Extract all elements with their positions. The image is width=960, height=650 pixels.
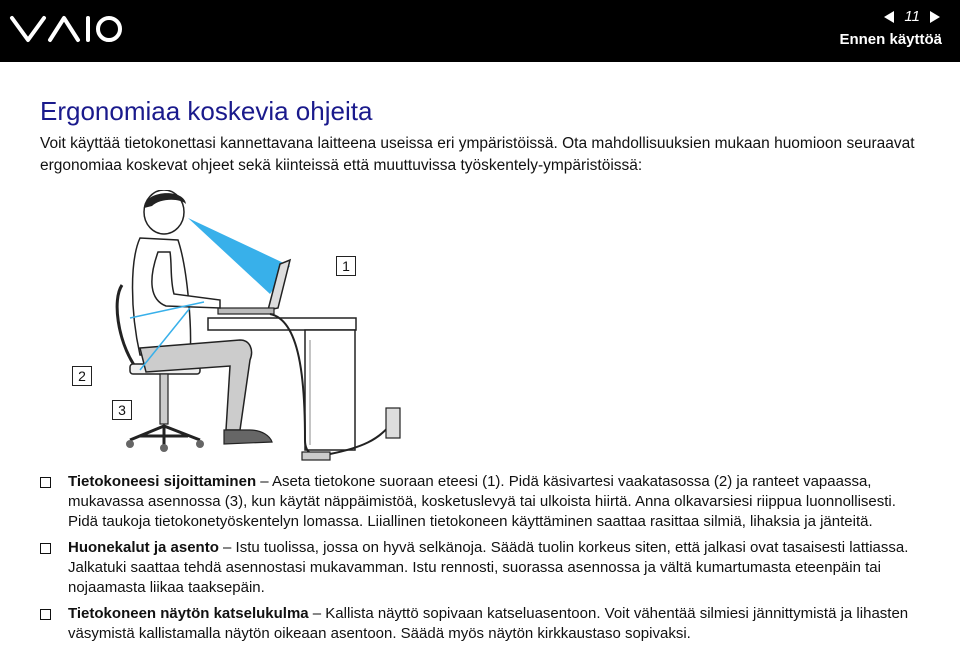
item-heading: Huonekalut ja asento bbox=[68, 539, 219, 556]
guideline-list bbox=[40, 472, 930, 650]
intro-paragraph: Voit käyttää tietokonettasi kannettavana laitteena useissa eri ympäristöissä. Ota mahdollisuuksien mukaan huomioon seuraavat ergonomiaa koskevat ohjeet sekä kiinteissä että muuttuvissa työskentely-ympäristöissä: bbox=[40, 135, 915, 174]
checkbox-square-icon bbox=[40, 609, 51, 620]
callout-3: 3 bbox=[112, 400, 132, 420]
page-number: 11 bbox=[904, 8, 920, 25]
callout-2: 2 bbox=[72, 366, 92, 386]
item-text: – Aseta tietokone suoraan eteesi (1). Pidä käsivartesi vaakatasossa (2) ja ranteet vapaassa, mukavassa asennossa (3), kun käytät näppäimistöä, kosketuslevyä tai ulkoista hiirtä. Anna olkavarsiesi riippua luonnollisesti. Pidä taukoja tietokonetyöskentelyn lomassa. Liiallinen tietokoneen käyttäminen saattaa rasittaa silmiä, lihaksia ja jänteitä. bbox=[68, 473, 896, 530]
previous-page-icon[interactable] bbox=[882, 10, 896, 24]
page-navigation bbox=[882, 8, 942, 25]
list-item bbox=[40, 472, 930, 532]
vaio-logo bbox=[8, 10, 126, 46]
page-title: Ergonomiaa koskevia ohjeita bbox=[40, 96, 373, 126]
header-bar bbox=[0, 0, 960, 62]
next-page-icon[interactable] bbox=[928, 10, 942, 24]
ergonomics-illustration bbox=[78, 190, 420, 465]
checkbox-square-icon bbox=[40, 543, 51, 554]
list-item bbox=[40, 604, 930, 644]
checkbox-square-icon bbox=[40, 477, 51, 488]
item-text: – Kallista näyttö sopivaan katseluasentoon. Voit vähentää silmiesi jännittymistä ja lihasten väsymistä kallistamalla näytön oikeaan asentoon. Säädä myös näytön kirkkaustaso sopivaksi. bbox=[68, 605, 909, 642]
list-item bbox=[40, 538, 930, 598]
item-text: – Istu tuolissa, jossa on hyvä selkänoja. Säädä tuolin korkeus siten, että jalkasi ovat tasaisesti lattiassa. Jalkatuki saattaa tehdä asennostasi mukavamman. Istu rennosti, suorassa asennossa ja vältä kumartumasta eteenpäin tai nojaamasta liikaa taaksepäin. bbox=[68, 539, 909, 596]
item-heading: Tietokoneen näytön katselukulma bbox=[68, 605, 309, 622]
section-title: Ennen käyttöä bbox=[839, 31, 942, 48]
ergonomics-drawing bbox=[100, 190, 420, 465]
callout-1: 1 bbox=[336, 256, 356, 276]
item-heading: Tietokoneesi sijoittaminen bbox=[68, 473, 257, 490]
